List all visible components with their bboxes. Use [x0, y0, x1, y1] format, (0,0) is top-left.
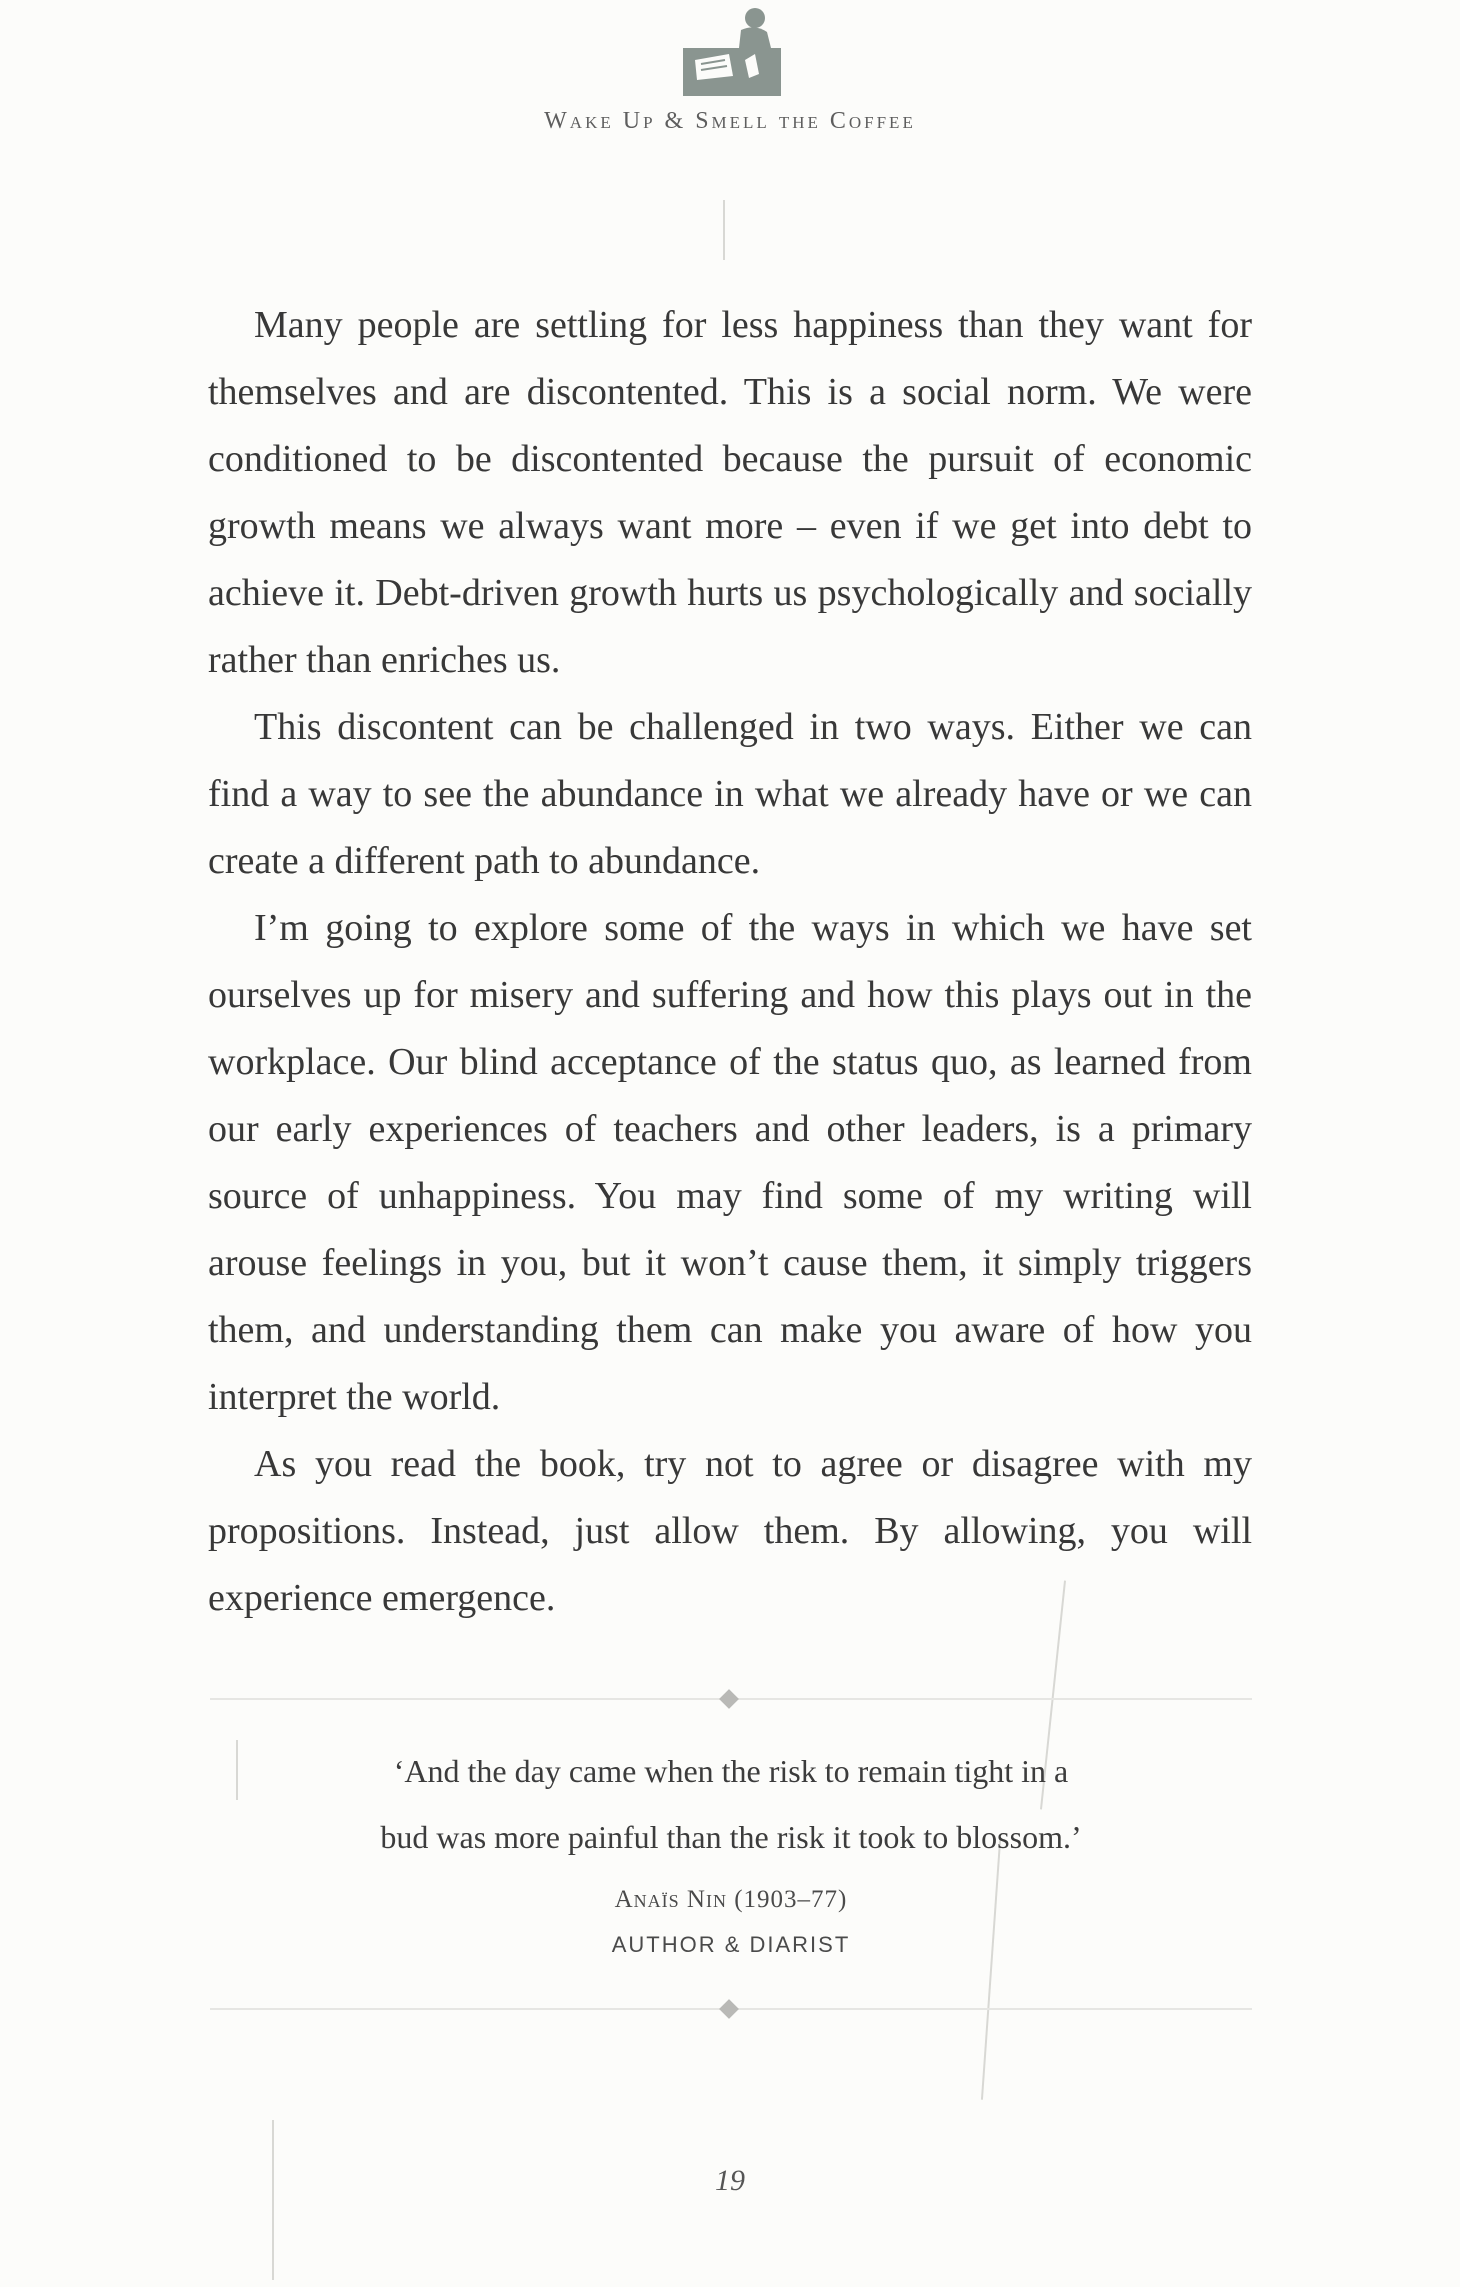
- paragraph: This discontent can be challenged in two ways. Either we can find a way to see the abundance in what we already have or we can create a different path to abundance.: [208, 706, 1252, 882]
- page-number: 19: [715, 2164, 745, 2197]
- scan-mark: [723, 200, 725, 260]
- person-at-desk-icon: [683, 4, 781, 96]
- quote-line: bud was more painful than the risk it took to blossom.’: [380, 1819, 1082, 1855]
- quote-author-role: AUTHOR & DIARIST: [611, 1932, 851, 1957]
- quote-line: ‘And the day came when the risk to remain tight in a: [393, 1753, 1069, 1789]
- paragraph: As you read the book, try not to agree or disagree with my propositions. Instead, just allow them. By allowing, you will experience emergence.: [208, 1443, 1252, 1619]
- epigraph-quote: [210, 1738, 1252, 1870]
- quote-author: Anaïs Nin (1903–77): [614, 1886, 848, 1913]
- scan-mark: [981, 1840, 1001, 2100]
- paragraph: Many people are settling for less happiness than they want for themselves and are discontented. This is a social norm. We were conditioned to be discontented because the pursuit of economic growth means we always want more – even if we get into debt to achieve it. Debt-driven growth hurts us psychologically and socially rather than enriches us.: [208, 304, 1252, 681]
- diamond-ornament-icon: [719, 1689, 739, 1709]
- running-title: Wake Up & Smell the Coffee: [544, 108, 916, 134]
- body-text: [208, 292, 1252, 1632]
- scan-mark: [272, 2120, 274, 2280]
- paragraph: I’m going to explore some of the ways in which we have set ourselves up for misery and suffering and how this plays out in the workplace. Our blind acceptance of the status quo, as learned from our early experiences of teachers and other leaders, is a primary source of unhappiness. You may find some of my writing will arouse feelings in you, but it won’t cause them, it simply triggers them, and understanding them can make you aware of how you interpret the world.: [208, 907, 1252, 1418]
- diamond-ornament-icon: [719, 1999, 739, 2019]
